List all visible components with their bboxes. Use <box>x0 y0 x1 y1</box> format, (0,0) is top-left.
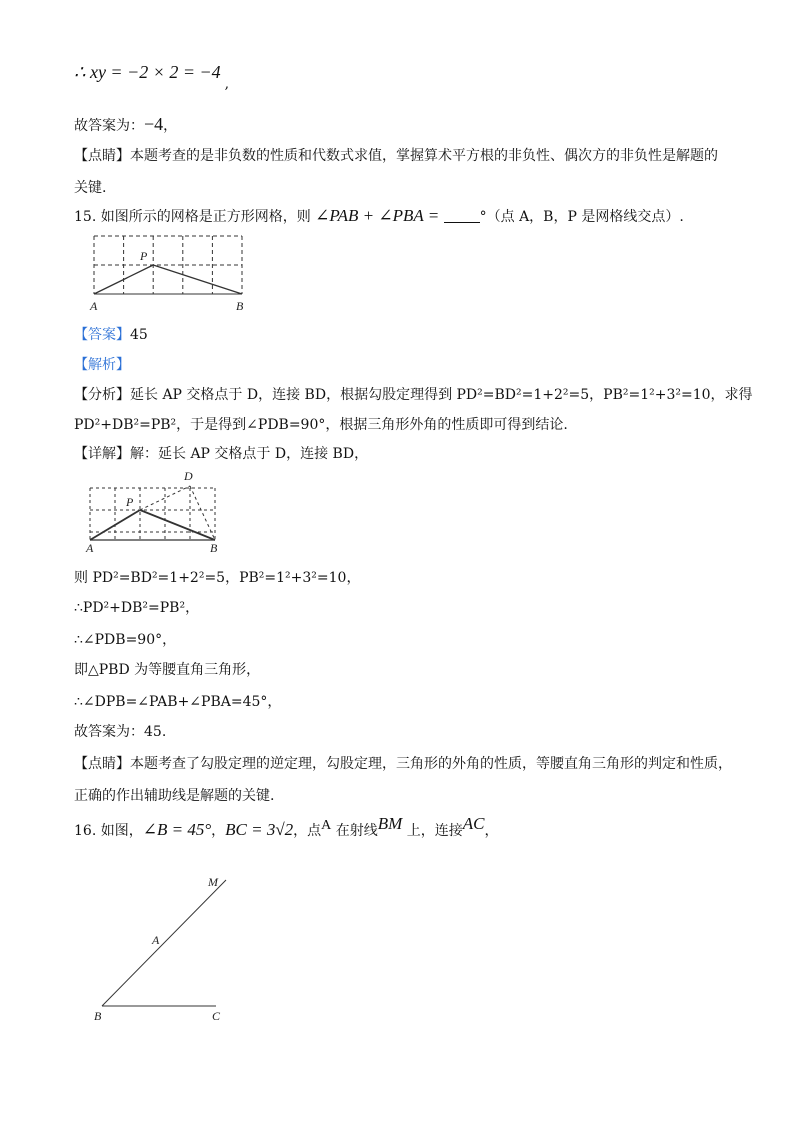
label-a: A <box>90 299 98 313</box>
answer-blank <box>444 208 480 223</box>
answer-tag: 【答案】 <box>74 327 130 343</box>
label-p: P <box>140 249 148 263</box>
segment-ap <box>94 265 153 294</box>
point-a: A <box>321 818 332 833</box>
ray-figure <box>88 870 248 1030</box>
segment-pb-2 <box>140 510 215 540</box>
answer-14-value: −4 <box>144 114 164 134</box>
detail-line: 【详解】解：延长 AP 交格点于 D，连接 BD， <box>74 446 369 462</box>
label-m: M <box>208 875 218 889</box>
question-15-expression: ∠PAB + ∠PBA = <box>315 206 440 225</box>
step-1: 则 PD²=BD²=1+2²=5，PB²=1²+3²=10， <box>74 570 361 586</box>
grid-lines <box>94 236 242 294</box>
segment-pb <box>153 265 242 294</box>
equation-xy: ∴ xy = −2 × 2 = −4 <box>74 62 221 82</box>
label-a-3: A <box>152 933 160 947</box>
segment-ac: AC <box>462 814 485 833</box>
segment-bc: BC = 3√2 <box>225 820 294 839</box>
step-2: ∴PD²+DB²=PB²， <box>74 600 200 616</box>
label-d: D <box>184 469 193 483</box>
answer-14-suffix: ， <box>163 118 178 134</box>
angle-b: ∠B = 45° <box>142 820 212 839</box>
answer-15-value: 45 <box>130 327 148 343</box>
comment-14-line2: 关键. <box>74 180 107 196</box>
label-b-3: B <box>94 1009 102 1023</box>
step-5: ∴∠DPB=∠PAB+∠PBA=45°， <box>74 694 282 710</box>
grid-figure-2 <box>80 466 230 556</box>
analysis-tag: 【解析】 <box>74 357 130 373</box>
label-a-2: A <box>86 541 94 555</box>
answer-14-prefix: 故答案为： <box>74 118 144 134</box>
sep: ， <box>211 823 226 839</box>
question-15 <box>74 206 684 227</box>
label-c: C <box>212 1009 221 1023</box>
label-p-2: P <box>126 495 134 509</box>
connect-text: 上，连接 <box>406 823 463 839</box>
point-text: ，点 <box>293 823 322 839</box>
answer-14-line <box>74 114 177 136</box>
label-b-2: B <box>210 541 218 555</box>
comment-15-line1: 【点睛】本题考查了勾股定理的逆定理，勾股定理，三角形的外角的性质，等腰直角三角形的判定和性质， <box>74 756 732 772</box>
question-16-prefix: 16. 如图， <box>74 823 143 839</box>
comment-15-line2: 正确的作出辅助线是解题的关键. <box>74 788 275 804</box>
on-ray-text: 在射线 <box>335 823 378 839</box>
step-4: 即△PBD 为等腰直角三角形， <box>74 662 261 678</box>
answer-15-final: 故答案为：45. <box>74 724 167 740</box>
answer-15-line <box>74 325 148 345</box>
comment-14-line1: 【点睛】本题考查的是非负数的性质和代数式求值，掌握算术平方根的非负性、偶次方的非负性是解题的 <box>74 148 718 164</box>
end-text: ， <box>484 823 499 839</box>
question-15-prefix: 15. 如图所示的网格是正方形网格，则 <box>74 209 311 225</box>
equation-line <box>74 62 230 92</box>
analysis-line2: PD²+DB²=PB²，于是得到∠PDB=90°，根据三角形外角的性质即可得到结论. <box>74 417 568 433</box>
question-15-suffix: °（点 A，B，P 是网格线交点）. <box>479 209 684 225</box>
ray-bm: BM <box>377 814 403 833</box>
label-b: B <box>236 299 244 313</box>
ray-bm-line <box>102 880 226 1006</box>
step-3: ∴∠PDB=90°， <box>74 632 177 648</box>
grid-figure-1 <box>84 228 254 318</box>
question-16 <box>74 814 499 842</box>
equation-tail: , <box>224 76 230 92</box>
analysis-line1: 【分析】延长 AP 交格点于 D，连接 BD，根据勾股定理得到 PD²=BD²=1+2²=5，PB²=1²+3²=10，求得 <box>74 387 753 403</box>
